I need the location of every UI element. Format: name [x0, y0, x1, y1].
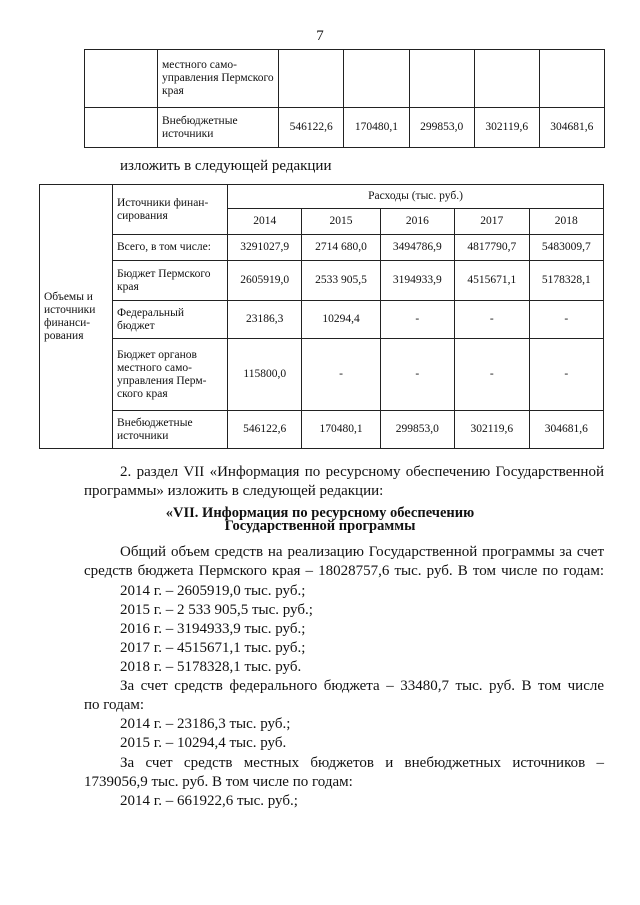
value-cell: 10294,4: [302, 301, 380, 339]
value-cell: -: [302, 339, 380, 411]
value-cell: 170480,1: [302, 411, 380, 449]
year-line: 2016 г. – 3194933,9 тыс. руб.;: [120, 621, 306, 637]
source-cell: Внебюджетные источники: [158, 108, 279, 148]
source-header: Источники финан-сирования: [113, 185, 228, 235]
source-cell: Внебюджетные источники: [113, 411, 228, 449]
value-cell: [474, 50, 539, 108]
value-cell: 302119,6: [474, 108, 539, 148]
value-cell: 4817790,7: [455, 235, 529, 261]
value-cell: [409, 50, 474, 108]
value-cell: 304681,6: [529, 411, 603, 449]
value-cell: 2533 905,5: [302, 261, 380, 301]
table-row: [40, 261, 604, 301]
value-cell: [344, 50, 409, 108]
source-cell: Федеральный бюджет: [113, 301, 228, 339]
year-line: 2017 г. – 4515671,1 тыс. руб.;: [120, 640, 306, 656]
paragraph-line: Общий объем средств на реализацию Государственной программы за счет: [120, 544, 604, 560]
value-cell: -: [380, 301, 454, 339]
table-row: [85, 50, 605, 108]
value-cell: [539, 50, 604, 108]
value-cell: 23186,3: [228, 301, 302, 339]
intro-line: изложить в следующей редакции: [120, 158, 332, 174]
year-cell: 2017: [455, 209, 529, 235]
page-number: 7: [316, 28, 324, 44]
value-cell: 5178328,1: [529, 261, 603, 301]
value-cell: -: [529, 301, 603, 339]
value-cell: 3494786,9: [380, 235, 454, 261]
value-cell: [279, 50, 344, 108]
paragraph-line: программы» изложить в следующей редакции:: [84, 483, 384, 499]
empty-cell: [85, 108, 158, 148]
value-cell: 3291027,9: [228, 235, 302, 261]
source-cell: Бюджет Пермского края: [113, 261, 228, 301]
year-cell: 2015: [302, 209, 380, 235]
year-line: 2018 г. – 5178328,1 тыс. руб.: [120, 659, 302, 675]
value-cell: -: [529, 339, 603, 411]
value-cell: -: [455, 339, 529, 411]
section-heading: «VII. Информация по ресурсному обеспечению: [165, 505, 475, 521]
paragraph-line: средств бюджета Пермского края – 18028757,6 тыс. руб. В том числе по годам:: [84, 563, 604, 579]
paragraph-line: по годам:: [84, 697, 145, 713]
value-cell: 546122,6: [279, 108, 344, 148]
table-row: [40, 339, 604, 411]
value-cell: 3194933,9: [380, 261, 454, 301]
value-cell: 5483009,7: [529, 235, 603, 261]
value-cell: 304681,6: [539, 108, 604, 148]
value-cell: 2714 680,0: [302, 235, 380, 261]
paragraph-line: 2. раздел VII «Информация по ресурсному обеспечению Государственной: [120, 464, 604, 480]
table-row: [85, 108, 605, 148]
year-line: 2015 г. – 10294,4 тыс. руб.: [120, 735, 287, 751]
year-line: 2014 г. – 2605919,0 тыс. руб.;: [120, 583, 306, 599]
value-cell: -: [455, 301, 529, 339]
year-line: 2014 г. – 23186,3 тыс. руб.;: [120, 716, 291, 732]
source-cell: местного само-управления Пермского края: [158, 50, 279, 108]
year-cell: 2014: [228, 209, 302, 235]
value-cell: 115800,0: [228, 339, 302, 411]
paragraph-line: За счет средств федерального бюджета – 33480,7 тыс. руб. В том числе: [120, 678, 604, 694]
value-cell: 299853,0: [409, 108, 474, 148]
table-header-row: [40, 185, 604, 209]
year-cell: 2018: [529, 209, 603, 235]
paragraph-line: За счет средств местных бюджетов и внебюджетных источников –: [120, 755, 604, 771]
source-cell: Всего, в том числе:: [113, 235, 228, 261]
source-cell: Бюджет органов местного само-управления Перм-ского края: [113, 339, 228, 411]
table-old: [84, 49, 605, 148]
value-cell: 302119,6: [455, 411, 529, 449]
empty-cell: [85, 50, 158, 108]
value-cell: 4515671,1: [455, 261, 529, 301]
value-cell: 299853,0: [380, 411, 454, 449]
value-cell: -: [380, 339, 454, 411]
value-cell: 170480,1: [344, 108, 409, 148]
year-line: 2015 г. – 2 533 905,5 тыс. руб.;: [120, 602, 313, 618]
year-line: 2014 г. – 661922,6 тыс. руб.;: [120, 793, 298, 809]
row-label: Объемы и источники финанси-рования: [40, 185, 113, 449]
table-row: [40, 411, 604, 449]
section-heading: Государственной программы: [224, 518, 416, 534]
table-row: [40, 235, 604, 261]
value-cell: 2605919,0: [228, 261, 302, 301]
year-cell: 2016: [380, 209, 454, 235]
table-new: [39, 184, 604, 449]
table-row: [40, 301, 604, 339]
value-cell: 546122,6: [228, 411, 302, 449]
paragraph-line: 1739056,9 тыс. руб. В том числе по годам:: [84, 774, 353, 790]
expenses-header: Расходы (тыс. руб.): [228, 185, 604, 209]
